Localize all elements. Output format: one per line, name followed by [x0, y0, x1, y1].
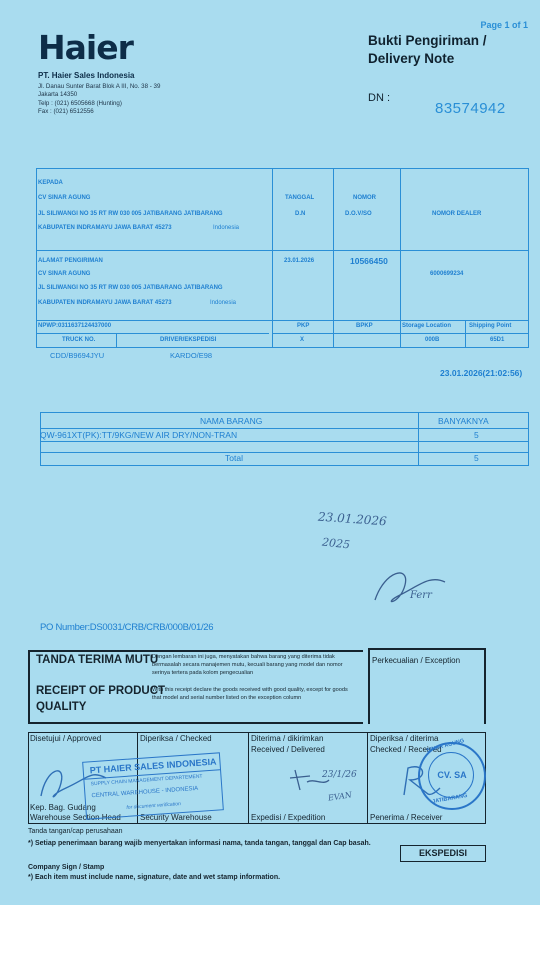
- document-title: [368, 32, 487, 68]
- checked-label: Diperiksa / Checked: [140, 734, 212, 743]
- tanggal-label: TANGGAL: [285, 195, 315, 201]
- stamp-top-text: SINAR AGUNG: [425, 738, 466, 754]
- kepada-address-1: JL SILIWANGI NO 35 RT RW 030 005 JATIBARANG JATIBARANG: [38, 211, 223, 217]
- checked-received-1: Diperiksa / diterima: [370, 734, 439, 743]
- receipt-title-en-2: QUALITY: [36, 701, 87, 713]
- receipt-text-id: Dengan lembaran ini juga, menyatakan bahwa barang yang diterima tidak bermasalah secara manajemen mutu, kecuali barang yang model dan nomor serinya tertera pada kolom pengecualian: [152, 654, 343, 676]
- driver-label: DRIVER/EKSPEDISI: [160, 337, 217, 343]
- company-address: [38, 83, 160, 117]
- sign-label: Tanda tangan/cap perusahaan: [28, 828, 123, 835]
- pkp-label: PKP: [297, 323, 310, 329]
- haier-logo: Haier: [38, 28, 133, 67]
- expedition-label: Expedisi / Expedition: [251, 813, 326, 822]
- company-sign-note: *) Each item must include name, signature, date and wet stamp information.: [28, 874, 281, 881]
- warehouse-head-2: Warehouse Section Head: [30, 813, 121, 822]
- handwritten-date: 23.01.2026: [317, 509, 388, 529]
- divider: [40, 452, 529, 453]
- divider: [36, 333, 269, 334]
- received-label-1: Diterima / dikirimkan: [251, 734, 324, 743]
- npwp: NPWP:0311637124437000: [38, 323, 112, 329]
- receipt-title-en-1: RECEIPT OF PRODUCT: [36, 685, 166, 697]
- storage-value: 000B: [425, 337, 440, 343]
- alamat-label: ALAMAT PENGIRIMAN: [38, 258, 103, 264]
- stamp-center-text: CV. SA: [437, 770, 467, 780]
- divider: [40, 428, 529, 429]
- warehouse-head-1: Kep. Bag. Gudang: [30, 803, 96, 812]
- stamp-line-2: SUPPLY CHAIN MANAGEMENT DEPARTEMENT: [90, 773, 203, 788]
- divider: [116, 333, 117, 348]
- received-label-2: Received / Delivered: [251, 745, 325, 754]
- date-value: 23.01.2026: [284, 258, 315, 264]
- shipping-value: 65D1: [490, 337, 505, 343]
- dn-label: DN :: [368, 92, 390, 104]
- stamp-line-1: PT HAIER SALES INDONESIA: [89, 756, 217, 776]
- cv-sinar-agung-stamp: [418, 738, 486, 810]
- address-line: Jl. Danau Sunter Barat Blok A III, No. 38 - 39: [38, 83, 161, 90]
- kepada-label: KEPADA: [38, 180, 63, 186]
- receipt-title-id: TANDA TERIMA MUTU: [36, 654, 159, 666]
- sign-note: *) Setiap penerimaan barang wajib menyertakan informasi nama, tanda tangan, tanggal dan Cap basah.: [28, 840, 371, 847]
- signature-text: Ferr: [410, 590, 432, 601]
- kepada-name: CV SINAR AGUNG: [38, 195, 91, 201]
- bpkp-label: BPKP: [356, 323, 373, 329]
- total-value: 5: [474, 453, 479, 463]
- address-line: Telp : (021) 6505668 (Hunting): [38, 99, 122, 107]
- divider: [465, 320, 466, 348]
- company-name: PT. Haier Sales Indonesia: [38, 71, 135, 80]
- order-value: 10566450: [350, 256, 388, 266]
- item-qty: 5: [474, 430, 479, 440]
- total-label: Total: [225, 453, 243, 463]
- storage-label: Storage Location: [402, 323, 452, 329]
- divider: [333, 168, 334, 348]
- address-line: Fax : (021) 6512556: [38, 108, 94, 116]
- divider: [36, 250, 529, 251]
- stamp-line-3: CENTRAL WAREHOUSE - INDONESIA: [91, 785, 199, 800]
- nomor-label: NOMOR: [353, 195, 376, 201]
- driver-signature: [370, 560, 450, 610]
- expedition-date-hand: 23/1/26: [322, 770, 357, 780]
- item-name: QW-961XT(PK):TT/9KG/NEW AIR DRY/NON-TRAN: [40, 430, 238, 440]
- kepada-country: Indonesia: [213, 225, 240, 231]
- col-name-header: NAMA BARANG: [200, 416, 263, 426]
- truck-label: TRUCK NO.: [62, 337, 96, 343]
- haier-warehouse-stamp: [82, 752, 224, 819]
- handwritten-time: 2025: [321, 535, 351, 552]
- divider: [418, 412, 419, 466]
- po-number: PO Number:DS0031/CRB/CRB/000B/01/26: [40, 622, 214, 633]
- divider: [272, 168, 273, 348]
- alamat-address-1: JL SILIWANGI NO 35 RT RW 030 005 JATIBARANG JATIBARANG: [38, 285, 223, 291]
- alamat-country: Indonesia: [210, 300, 237, 306]
- kepada-address-2: KABUPATEN INDRAMAYU JAWA BARAT 45273: [38, 225, 172, 231]
- shipping-label: Shipping Point: [469, 323, 512, 329]
- driver-value: KARDO/E98: [170, 351, 213, 360]
- page-indicator: Page 1 of 1: [480, 20, 528, 30]
- dn-number: 83574942: [435, 100, 506, 117]
- divider: [248, 732, 249, 824]
- divider: [40, 441, 529, 442]
- col-qty-header: BANYAKNYA: [438, 416, 489, 426]
- ekspedisi-box: EKSPEDISI: [400, 845, 486, 862]
- dealer-value: 6000699234: [430, 271, 464, 277]
- alamat-name: CV SINAR AGUNG: [38, 271, 91, 277]
- stamp-bottom-text: JATIBARANG: [431, 792, 468, 806]
- divider: [400, 168, 401, 348]
- address-line: Jakarta 14350: [38, 91, 78, 99]
- printed-at: 23.01.2026(21:02:56): [440, 368, 523, 378]
- company-sign-label: Company Sign / Stamp: [28, 864, 105, 871]
- truck-value: CDD/B9694JYU: [50, 351, 105, 360]
- title-line-1: Bukti Pengiriman /: [368, 33, 487, 48]
- exception-label: Perkecualian / Exception: [372, 656, 461, 665]
- divider: [367, 732, 368, 824]
- expedition-name-hand: EVAN: [327, 790, 353, 803]
- tanggal-sub: D.N: [295, 211, 306, 217]
- alamat-address-2: KABUPATEN INDRAMAYU JAWA BARAT 45273: [38, 300, 172, 306]
- approved-label: Disetujui / Approved: [30, 734, 102, 743]
- divider: [36, 320, 529, 321]
- security-label: Security Warehouse: [140, 813, 212, 822]
- title-line-2: Delivery Note: [368, 51, 455, 66]
- checked-received-2: Checked / Received: [370, 745, 442, 754]
- info-table: [36, 168, 529, 348]
- pkp-value: X: [300, 337, 305, 343]
- receipt-text-en: With this receipt declare the goods received with good quality, except for goods that model and serial number listed on the exception column: [152, 687, 348, 701]
- stamp-line-4: for document verification: [126, 801, 182, 811]
- dealer-label: NOMOR DEALER: [432, 211, 482, 217]
- receiver-label: Penerima / Receiver: [370, 813, 443, 822]
- nomor-sub: D.O.V/SO: [345, 211, 372, 217]
